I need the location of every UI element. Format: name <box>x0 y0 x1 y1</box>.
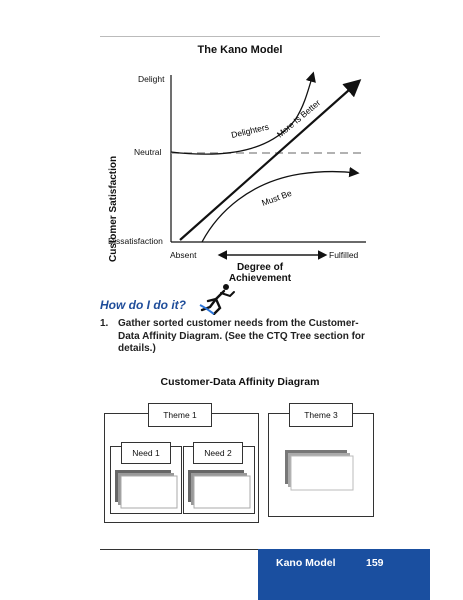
delighters-label: Delighters <box>230 121 270 140</box>
runner-icon <box>198 283 238 315</box>
footer-section: Kano Model <box>276 557 336 569</box>
kano-title: The Kano Model <box>197 44 283 56</box>
step-1 <box>100 318 368 356</box>
need1-label: Need 1 <box>121 442 171 464</box>
theme3-label: Theme 3 <box>289 403 353 427</box>
how-heading: How do I do it? <box>100 298 186 312</box>
more-is-better-label: More Is Better <box>274 97 323 140</box>
x-label-fulfilled: Fulfilled <box>329 250 359 260</box>
y-level-neutral: Neutral <box>134 147 162 157</box>
x-axis-title <box>210 262 310 284</box>
x-axis-title-line1: Degree of <box>236 262 284 273</box>
step-number: 1. <box>100 318 109 329</box>
need2-label: Need 2 <box>193 442 243 464</box>
theme1-label: Theme 1 <box>148 403 212 427</box>
need1-cards <box>113 468 179 510</box>
y-axis-label: Customer Satisfaction <box>108 155 119 262</box>
x-axis-title-line2: Achievement <box>228 273 292 284</box>
top-rule <box>100 36 380 37</box>
y-level-dissatisfaction: Dissatisfaction <box>108 236 163 246</box>
affinity-title: Customer-Data Affinity Diagram <box>160 376 320 388</box>
step-text: Gather sorted customer needs from the Customer-Data Affinity Diagram. (See the CTQ Tree section for details.) <box>118 318 365 354</box>
bottom-rule <box>100 549 272 550</box>
footer-band <box>258 549 430 600</box>
more-is-better-line <box>180 82 358 240</box>
must-be-label: Must Be <box>260 187 293 208</box>
need2-cards <box>186 468 252 510</box>
theme3-cards <box>283 448 357 492</box>
y-level-delight: Delight <box>138 74 165 84</box>
x-label-absent: Absent <box>170 250 197 260</box>
must-be-curve <box>202 172 357 242</box>
page-number: 159 <box>366 557 384 569</box>
